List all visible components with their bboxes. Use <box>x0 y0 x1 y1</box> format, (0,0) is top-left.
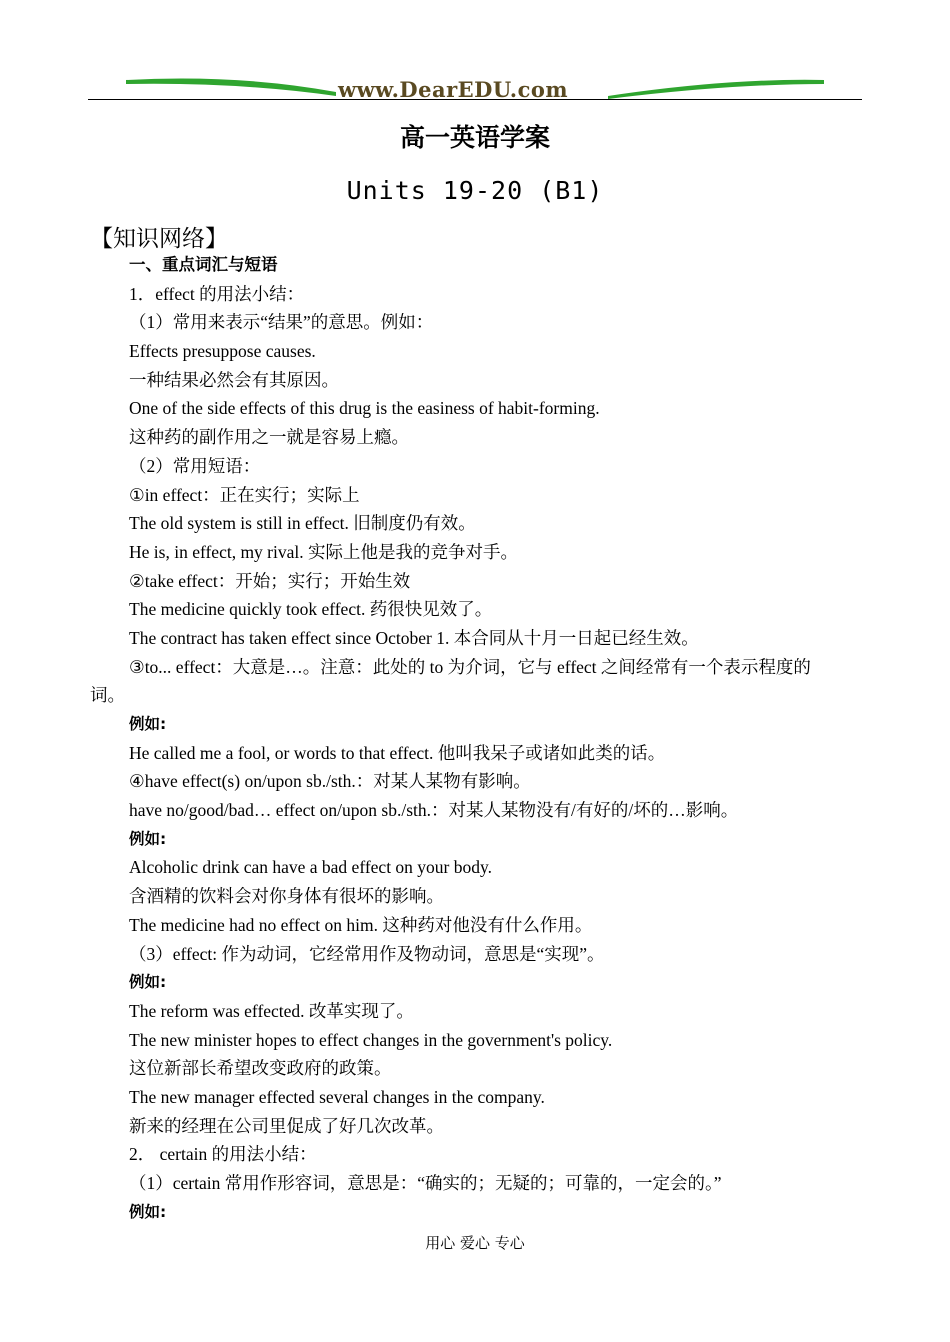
text-line: 这位新部长希望改变政府的政策。 <box>129 1058 392 1079</box>
section-heading: 【知识网络】 <box>90 226 228 252</box>
example-label: 例如: <box>129 1202 167 1221</box>
text-line: The medicine quickly took effect. 药很快见效了。 <box>129 599 493 620</box>
page-subtitle: Units 19-20 (B1) <box>346 176 604 205</box>
text-line: Alcoholic drink can have a bad effect on your body. <box>129 857 492 878</box>
text-line: 新来的经理在公司里促成了好几次改革。 <box>129 1115 444 1136</box>
text-line: 含酒精的饮料会对你身体有很坏的影响。 <box>129 886 444 907</box>
page-title: 高一英语学案 <box>399 123 550 152</box>
text-line: 2． certain 的用法小结： <box>129 1144 317 1165</box>
text-line: 一种结果必然会有其原因。 <box>129 369 339 390</box>
text-line: Effects presuppose causes. <box>129 341 316 362</box>
text-line: He called me a fool, or words to that effect. 他叫我呆子或诸如此类的话。 <box>129 742 666 763</box>
text-line: （3）effect: 作为动词，它经常用作及物动词，意思是“实现”。 <box>129 943 605 964</box>
text-line: ①in effect：正在实行；实际上 <box>129 484 360 505</box>
text-line: The old system is still in effect. 旧制度仍有效。 <box>129 513 476 534</box>
text-line: The medicine had no effect on him. 这种药对他没有什么作用。 <box>129 914 593 935</box>
right-swoosh <box>608 80 824 99</box>
text-line: have no/good/bad… effect on/upon sb./sth.：对某人某物没有/有好的/坏的…影响。 <box>129 800 739 821</box>
text-line: The new minister hopes to effect changes in the government's policy. <box>129 1029 613 1050</box>
text-line: 词。 <box>90 685 125 706</box>
text-line: 1．effect 的用法小结： <box>129 283 305 304</box>
text-line: One of the side effects of this drug is the easiness of habit-forming. <box>129 398 600 419</box>
text-line: （1）常用来表示“结果”的意思。例如： <box>129 312 434 333</box>
text-line: 这种药的副作用之一就是容易上瘾。 <box>129 427 409 448</box>
text-line: The reform was effected. 改革实现了。 <box>129 1000 414 1021</box>
document-body <box>90 251 865 1226</box>
example-label: 例如: <box>129 829 167 848</box>
left-swoosh <box>126 79 336 97</box>
text-line: The new manager effected several changes in the company. <box>129 1086 545 1107</box>
text-line: ③to... effect：大意是…。注意：此处的 to 为介词，它与 effect 之间经常有一个表示程度的 <box>129 656 811 677</box>
logo-text: www.DearEDU.com <box>338 77 569 102</box>
example-label: 例如: <box>129 715 167 733</box>
subsection-heading: 一、重点词汇与短语 <box>129 255 278 274</box>
header-rule <box>88 99 862 100</box>
text-line: （1）certain 常用作形容词，意思是：“确实的；无疑的；可靠的，一定会的。” <box>129 1173 722 1193</box>
text-line: The contract has taken effect since October 1. 本合同从十月一日起已经生效。 <box>129 627 699 648</box>
text-line: ④have effect(s) on/upon sb./sth.：对某人某物有影响。 <box>129 771 531 792</box>
page-header <box>88 70 862 104</box>
example-label: 例如: <box>129 973 167 992</box>
text-line: （2）常用短语： <box>129 455 261 476</box>
text-line: ②take effect：开始；实行；开始生效 <box>129 570 411 591</box>
page-footer: 用心 爱心 专心 <box>425 1234 525 1252</box>
text-line: He is, in effect, my rival. 实际上他是我的竞争对手。 <box>129 541 518 562</box>
